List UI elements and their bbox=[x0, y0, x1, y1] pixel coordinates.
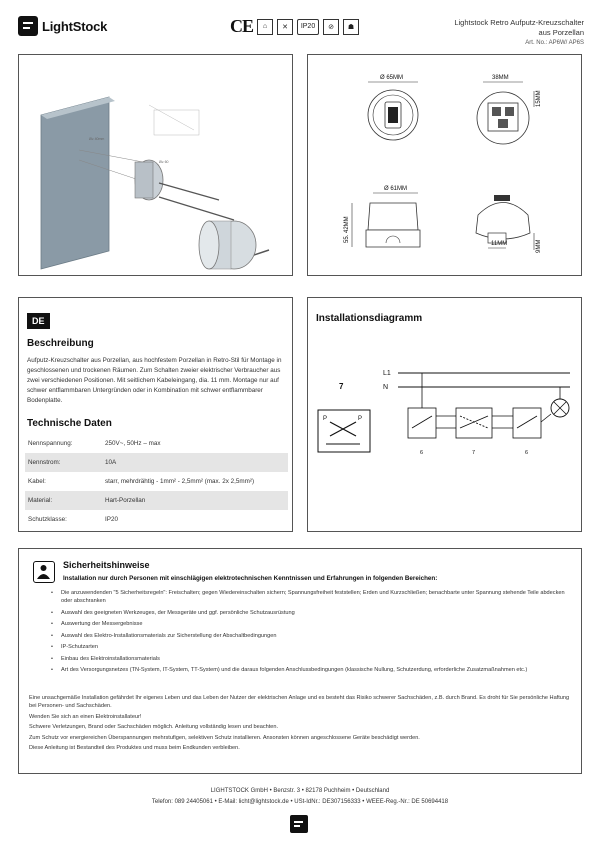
svg-text:Ø≥ 40mm: Ø≥ 40mm bbox=[89, 137, 105, 141]
dim-top-diameter: Ø 65MM bbox=[380, 75, 404, 81]
brand-logo bbox=[18, 16, 107, 36]
mounting-illustration-panel bbox=[18, 54, 293, 276]
electrician-icon: ☗ bbox=[343, 19, 359, 35]
p-label: P bbox=[323, 416, 328, 422]
list-item: • Die anzuwendenden "5 Sicherheitsregeln": Freischalten; gegen Wiedereinschalten sichern; Spannungsfreiheit feststellen; Erden und Kurzschließen; benachbarte unter Spannung stehende Teile abdecken oder abschranken bbox=[51, 589, 571, 605]
product-title-line2: aus Porzellan bbox=[538, 28, 584, 37]
tech-title: Technische Daten bbox=[27, 418, 112, 429]
dim-side-diameter: Ø 61MM bbox=[384, 186, 408, 192]
tech-row bbox=[25, 472, 288, 491]
installation-title: Installationsdiagramm bbox=[316, 313, 423, 324]
product-title bbox=[454, 18, 584, 48]
mounting-illustration bbox=[19, 55, 292, 275]
electrician-warning-icon bbox=[33, 561, 55, 583]
language-badge: DE bbox=[27, 313, 50, 329]
list-item: • IP-Schutzarten bbox=[51, 643, 571, 651]
tech-value: 250V~, 50Hz – max bbox=[105, 440, 161, 447]
footer-address: LIGHTSTOCK GmbH • Benzstr. 3 • 82178 Puchheim • Deutschland bbox=[210, 788, 390, 794]
description-text: Aufputz-Kreuzschalter aus Porzellan, aus hochfestem Porzellan in Retro-Stil für Montage in geschlossenen und trockenen Räumen. Zum Schalten zweier elektrischer Verbraucher aus zwei verschiedenen Positionen. Mit seitlichem Kabeleingang, dia. 11 mm. Montage nur auf schwer entflammbaren Untergründen oder in Kombination mit schwer entflammbarer Bodenplatte. bbox=[27, 357, 282, 404]
tech-key: Nennspannung: bbox=[28, 440, 73, 447]
dim-top-height: 15MM bbox=[536, 90, 542, 107]
certification-marks bbox=[230, 16, 359, 37]
dimension-drawings bbox=[308, 55, 581, 275]
tech-value: 10A bbox=[105, 459, 117, 466]
safety-paragraph: Diese Anleitung ist Bestandteil des Produktes und muss beim Endkunden verbleiben. bbox=[29, 745, 240, 751]
tech-row bbox=[25, 453, 288, 472]
dim-side-height: 55. 42MM bbox=[344, 216, 350, 243]
list-item: • Auswertung der Messergebnisse bbox=[51, 620, 571, 628]
tech-value: Hart-Porzellan bbox=[105, 497, 146, 504]
footer-logo-icon bbox=[290, 815, 308, 833]
switch-label: 7 bbox=[472, 450, 476, 456]
safety-paragraph: Schwere Verletzungen, Brand oder Sachschäden möglich. Anleitung vollständig lesen und beachten. bbox=[29, 724, 279, 730]
lightstock-logo-icon bbox=[18, 16, 38, 36]
n-label: N bbox=[383, 384, 389, 391]
safety-paragraph: Zum Schutz vor energiereichen Überspannungen mehrstufigen, selektiven Schutz installieren. Ansonsten können angeschlossene Geräte beschädigt werden. bbox=[29, 734, 420, 741]
list-item: • Auswahl des geeigneten Werkzeuges, der Messgeräte und ggf. persönliche Schutzausrüstung bbox=[51, 609, 571, 617]
footer bbox=[0, 786, 600, 808]
l1-label: L1 bbox=[383, 370, 391, 377]
tech-row bbox=[25, 510, 288, 529]
list-item: • Auswahl des Elektro-Installationsmaterials zur Sicherstellung der Abschaltbedingungen bbox=[51, 632, 571, 640]
switch-label: 6 bbox=[525, 450, 529, 456]
no-diy-icon: ⊘ bbox=[323, 19, 339, 35]
safety-subtitle: Installation nur durch Personen mit einschlägigen elektrotechnischen Kenntnissen und Erfahrungen in folgenden Bereichen: bbox=[63, 575, 438, 582]
tech-value: IP20 bbox=[105, 516, 118, 523]
safety-paragraph: Wenden Sie sich an einen Elektroinstallateur! bbox=[29, 713, 142, 720]
safety-body bbox=[29, 694, 577, 755]
switch-symbol-label: 7 bbox=[339, 382, 344, 391]
wiring-diagram bbox=[308, 328, 581, 528]
header bbox=[18, 10, 584, 52]
dim-side-height2: 9MM bbox=[536, 239, 542, 253]
product-title-line1: Lightstock Retro Aufputz-Kreuzschalter bbox=[454, 18, 584, 27]
svg-text:Ø≥ 60: Ø≥ 60 bbox=[159, 160, 169, 164]
safety-title: Sicherheitshinweise bbox=[63, 560, 150, 570]
p-label: P bbox=[358, 416, 363, 422]
dimensions-panel bbox=[307, 54, 582, 276]
indoor-house-icon: ⌂ bbox=[257, 19, 273, 35]
tech-key: Kabel: bbox=[28, 478, 46, 485]
safety-paragraph: Eine unsachgemäße Installation gefährdet Ihr eigenes Leben und das Leben der Nutzer der elektrischen Anlage und es besteht das Risiko schwerer Sachschäden, z.B. durch Brand. Es droht für Sie persönliche Haftung bei Personen- und Sachschäden. bbox=[29, 695, 570, 709]
safety-list bbox=[51, 589, 571, 678]
article-number: Art. No.: AP6W/ AP6S bbox=[525, 40, 584, 46]
tech-value: starr, mehrdrähtig - 1mm² - 2,5mm² (max. 2x 2,5mm²) bbox=[105, 478, 255, 485]
description-title: Beschreibung bbox=[27, 338, 94, 349]
tech-row bbox=[25, 434, 288, 453]
brand-name: LightStock bbox=[42, 18, 108, 34]
list-item: • Art des Versorgungsnetzes (TN-System, IT-System, TT-System) und die daraus folgenden Anschlussbedingungen (klassische Nullung, Schutzerdung, erforderliche Zusatzmaßnahmen etc.) bbox=[51, 666, 571, 674]
ip-rating-badge: IP20 bbox=[297, 19, 319, 35]
safety-panel bbox=[18, 548, 582, 774]
footer-contact: Telefon: 089 24405061 • E-Mail: licht@lightstock.de • USt-IdNr.: DE307156333 • WEEE-Reg.-Nr.: DE 50694418 bbox=[151, 799, 449, 805]
tech-table bbox=[25, 434, 288, 529]
switch-label: 6 bbox=[420, 450, 424, 456]
list-item: • Einbau des Elektroinstallationsmaterials bbox=[51, 655, 571, 663]
description-panel bbox=[18, 297, 293, 532]
weee-bin-icon: ✕ bbox=[277, 19, 293, 35]
installation-panel bbox=[307, 297, 582, 532]
dim-top-width: 38MM bbox=[492, 75, 509, 81]
tech-row bbox=[25, 491, 288, 510]
tech-key: Material: bbox=[28, 497, 53, 504]
dim-side-offset: 11MM bbox=[491, 241, 508, 247]
ce-mark: CE bbox=[230, 16, 254, 36]
tech-key: Nennstrom: bbox=[28, 459, 61, 466]
tech-key: Schutzklasse: bbox=[28, 516, 67, 523]
